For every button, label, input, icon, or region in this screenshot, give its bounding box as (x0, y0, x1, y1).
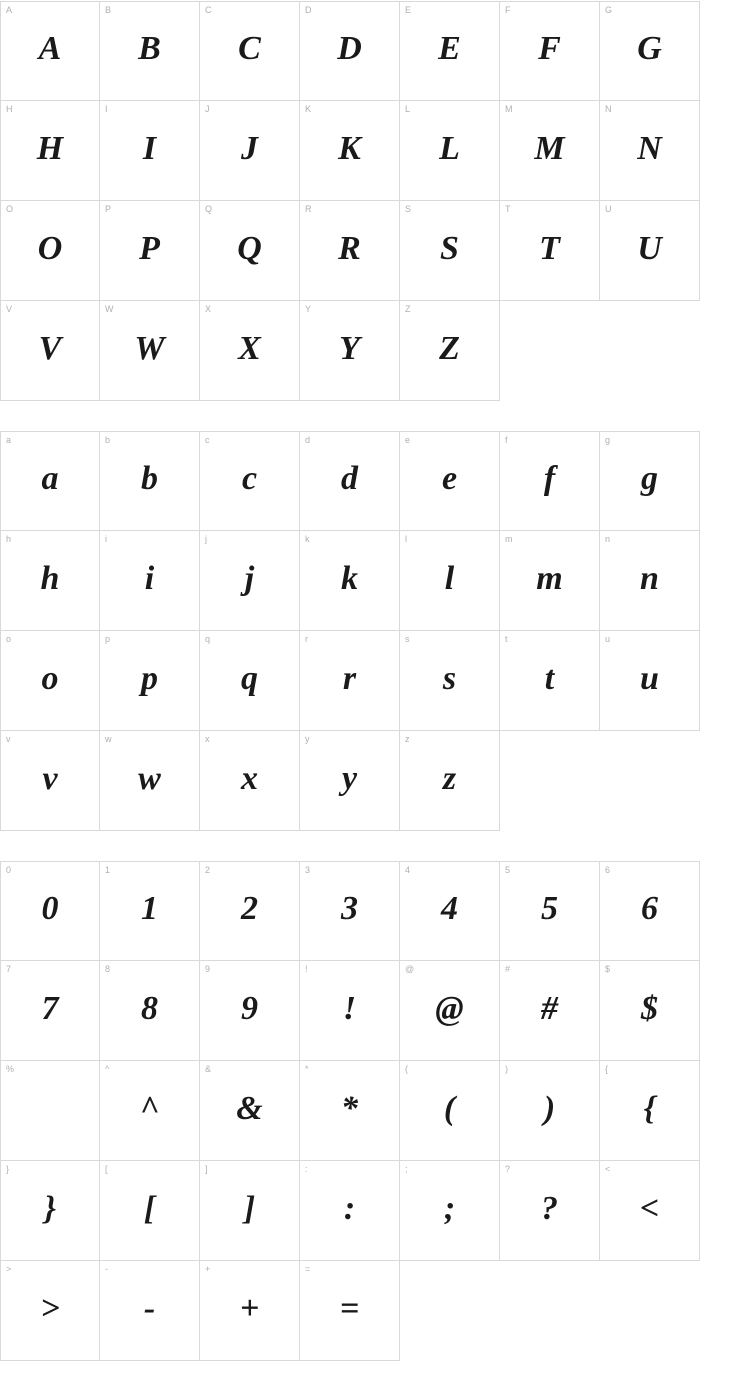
glyph-character: < (639, 1189, 660, 1227)
glyph-cell[interactable] (200, 201, 300, 301)
glyph-character: t (544, 659, 555, 697)
glyph-section-uppercase (0, 1, 740, 401)
glyph-code-label: Q (205, 204, 213, 214)
glyph-code-label: y (305, 734, 310, 744)
glyph-code-label: x (205, 734, 210, 744)
glyph-cell[interactable] (200, 101, 300, 201)
glyph-character: g (641, 460, 658, 497)
glyph-code-label: i (105, 534, 107, 544)
glyph-character: Z (439, 329, 460, 367)
glyph-character: 4 (441, 890, 458, 927)
glyph-code-label: t (505, 634, 508, 644)
glyph-cell[interactable] (200, 861, 300, 961)
glyph-code-label: < (605, 1164, 611, 1174)
glyph-code-label: 1 (105, 865, 111, 875)
glyph-code-label: N (605, 104, 612, 114)
glyph-code-label: = (305, 1264, 311, 1274)
glyph-character: R (338, 229, 361, 267)
glyph-character (1, 1061, 99, 1160)
glyph-cell[interactable] (100, 101, 200, 201)
glyph-cell[interactable] (300, 1261, 400, 1361)
glyph-cell[interactable] (100, 431, 200, 531)
glyph-character: U (637, 229, 662, 267)
glyph-cell[interactable] (500, 1161, 600, 1261)
glyph-code-label: r (305, 634, 308, 644)
glyph-character: 5 (541, 890, 558, 927)
glyph-character: & (236, 1089, 263, 1127)
glyph-character: p (141, 659, 158, 697)
glyph-cell[interactable] (400, 731, 500, 831)
glyph-cell[interactable] (600, 431, 700, 531)
glyph-cell[interactable] (200, 531, 300, 631)
glyph-character: G (637, 30, 662, 67)
glyph-character: c (241, 460, 258, 497)
glyph-grid (0, 861, 700, 1361)
glyph-character: * (341, 1089, 358, 1127)
glyph-code-label: S (405, 204, 412, 214)
glyph-character: H (36, 129, 64, 167)
glyph-code-label: Y (305, 304, 312, 314)
glyph-character: { (643, 1089, 656, 1127)
glyph-cell[interactable] (0, 201, 100, 301)
glyph-cell[interactable] (600, 1061, 700, 1161)
glyph-code-label: } (6, 1164, 10, 1174)
glyph-code-label: f (505, 435, 508, 445)
glyph-character: @ (435, 989, 464, 1027)
glyph-character: 1 (141, 890, 158, 927)
glyph-code-label: 3 (305, 865, 311, 875)
glyph-cell[interactable] (0, 431, 100, 531)
glyph-cell[interactable] (400, 1161, 500, 1261)
glyph-character: 8 (141, 989, 158, 1027)
glyph-character: J (241, 129, 258, 167)
glyph-code-label: + (205, 1264, 211, 1274)
glyph-character: F (538, 30, 561, 67)
glyph-character: ! (342, 989, 357, 1027)
glyph-character: h (40, 559, 60, 597)
glyph-code-label: z (405, 734, 410, 744)
glyph-code-label: * (305, 1064, 309, 1074)
glyph-cell[interactable] (100, 201, 200, 301)
glyph-code-label: H (6, 104, 13, 114)
glyph-character: 2 (241, 890, 258, 927)
glyph-character: i (144, 559, 155, 597)
glyph-code-label: l (405, 534, 407, 544)
glyph-code-label: 9 (205, 964, 211, 974)
glyph-code-label: $ (605, 964, 611, 974)
glyph-cell[interactable] (400, 861, 500, 961)
glyph-cell[interactable] (400, 631, 500, 731)
glyph-character: j (244, 559, 255, 597)
glyph-cell[interactable] (200, 1, 300, 101)
glyph-character: d (341, 460, 358, 497)
glyph-character: 7 (41, 989, 59, 1027)
glyph-character: ; (443, 1189, 456, 1227)
glyph-cell[interactable] (200, 301, 300, 401)
glyph-character: b (141, 460, 158, 497)
glyph-character: f (543, 460, 556, 497)
glyph-code-label: h (6, 534, 12, 544)
glyph-character: x (241, 759, 258, 797)
glyph-cell[interactable] (600, 201, 700, 301)
glyph-code-label: 6 (605, 865, 611, 875)
glyph-cell[interactable] (0, 961, 100, 1061)
glyph-character: ( (443, 1089, 456, 1127)
glyph-cell[interactable] (300, 1061, 400, 1161)
glyph-character: Y (339, 329, 360, 367)
glyph-code-label: : (305, 1164, 308, 1174)
glyph-cell[interactable] (100, 1261, 200, 1361)
glyph-cell[interactable] (500, 861, 600, 961)
glyph-code-label: e (405, 435, 411, 445)
glyph-code-label: ( (405, 1064, 408, 1074)
glyph-character: O (37, 229, 63, 267)
glyph-cell[interactable] (600, 101, 700, 201)
glyph-cell[interactable] (0, 631, 100, 731)
glyph-cell[interactable] (300, 631, 400, 731)
glyph-code-label: 8 (105, 964, 111, 974)
glyph-code-label: D (305, 5, 312, 15)
section-spacer (0, 831, 740, 861)
glyph-cell[interactable] (100, 961, 200, 1061)
glyph-cell[interactable] (300, 101, 400, 201)
section-spacer (0, 401, 740, 431)
glyph-cell[interactable] (100, 1, 200, 101)
glyph-code-label: O (6, 204, 14, 214)
glyph-cell[interactable] (300, 1, 400, 101)
glyph-character: N (637, 129, 662, 167)
glyph-code-label: M (505, 104, 513, 114)
glyph-character: ] (243, 1189, 256, 1227)
glyph-character: y (341, 759, 358, 797)
glyph-character: > (40, 1289, 60, 1327)
glyph-cell[interactable] (500, 531, 600, 631)
glyph-cell[interactable] (300, 531, 400, 631)
glyph-code-label: A (6, 5, 13, 15)
glyph-character: # (541, 989, 558, 1027)
glyph-code-label: w (105, 734, 112, 744)
glyph-character: ? (541, 1189, 558, 1227)
glyph-character: } (44, 1189, 56, 1227)
glyph-cell[interactable] (0, 101, 100, 201)
glyph-cell[interactable] (400, 101, 500, 201)
glyph-code-label: B (105, 5, 112, 15)
glyph-cell[interactable] (600, 1161, 700, 1261)
glyph-cell[interactable] (400, 301, 500, 401)
glyph-code-label: K (305, 104, 312, 114)
glyph-code-label: o (6, 634, 12, 644)
glyph-cell[interactable] (600, 861, 700, 961)
glyph-code-label: R (305, 204, 312, 214)
glyph-cell[interactable] (200, 961, 300, 1061)
glyph-code-label: ^ (105, 1064, 110, 1074)
glyph-cell[interactable] (300, 961, 400, 1061)
glyph-code-label: 2 (205, 865, 211, 875)
glyph-code-label: 4 (405, 865, 411, 875)
glyph-code-label: d (305, 435, 311, 445)
glyph-character: S (440, 229, 459, 267)
glyph-code-label: a (6, 435, 12, 445)
glyph-cell[interactable] (200, 1261, 300, 1361)
glyph-character: C (238, 30, 261, 67)
glyph-cell[interactable] (400, 431, 500, 531)
glyph-code-label: P (105, 204, 112, 214)
glyph-character: E (438, 30, 461, 67)
glyph-code-label: > (6, 1264, 12, 1274)
glyph-cell[interactable] (200, 431, 300, 531)
glyph-code-label: I (105, 104, 108, 114)
glyph-code-label: F (505, 5, 511, 15)
glyph-cell[interactable] (0, 1, 100, 101)
glyph-code-label: T (505, 204, 511, 214)
glyph-character: 9 (241, 989, 258, 1027)
glyph-character: o (41, 659, 59, 697)
glyph-cell[interactable] (500, 101, 600, 201)
glyph-character: 6 (641, 890, 658, 927)
glyph-cell[interactable] (200, 1061, 300, 1161)
glyph-code-label: p (105, 634, 111, 644)
glyph-code-label: q (205, 634, 211, 644)
glyph-cell[interactable] (300, 201, 400, 301)
glyph-cell[interactable] (400, 961, 500, 1061)
glyph-character: X (238, 329, 261, 367)
glyph-code-label: C (205, 5, 212, 15)
glyph-code-label: k (305, 534, 310, 544)
glyph-code-label: G (605, 5, 613, 15)
glyph-cell[interactable] (500, 1061, 600, 1161)
glyph-grid (0, 431, 700, 831)
glyph-cell[interactable] (300, 861, 400, 961)
glyph-cell[interactable] (600, 631, 700, 731)
glyph-code-label: b (105, 435, 111, 445)
glyph-code-label: 5 (505, 865, 511, 875)
glyph-code-label: ] (205, 1164, 208, 1174)
glyph-character: B (138, 30, 161, 67)
glyph-code-label: ? (505, 1164, 511, 1174)
glyph-cell[interactable] (500, 1, 600, 101)
glyph-cell[interactable] (100, 861, 200, 961)
glyph-code-label: 0 (6, 865, 12, 875)
glyph-character: + (239, 1289, 260, 1327)
glyph-character: s (442, 659, 457, 697)
glyph-code-label: - (105, 1264, 108, 1274)
glyph-code-label: { (605, 1064, 609, 1074)
glyph-character: z (442, 759, 457, 797)
glyph-character: = (339, 1289, 360, 1327)
glyph-character: u (640, 659, 659, 697)
glyph-character: n (640, 559, 659, 597)
glyph-character: q (241, 659, 258, 697)
glyph-code-label: u (605, 634, 611, 644)
glyph-cell[interactable] (200, 631, 300, 731)
glyph-cell[interactable] (600, 961, 700, 1061)
glyph-character: M (534, 129, 565, 167)
glyph-character: k (341, 559, 358, 597)
glyph-character: 3 (341, 890, 358, 927)
glyph-code-label: # (505, 964, 511, 974)
glyph-cell[interactable] (0, 731, 100, 831)
glyph-character: 0 (41, 890, 59, 927)
glyph-code-label: @ (405, 964, 415, 974)
glyph-cell[interactable] (300, 431, 400, 531)
glyph-code-label: ) (505, 1064, 508, 1074)
glyph-section-digits-and-symbols (0, 861, 740, 1361)
glyph-cell[interactable] (100, 531, 200, 631)
glyph-code-label: j (205, 534, 207, 544)
glyph-cell[interactable] (300, 1161, 400, 1261)
glyph-grid (0, 1, 700, 401)
glyph-character: ) (543, 1089, 556, 1127)
glyph-character: A (38, 30, 62, 67)
glyph-cell[interactable] (300, 301, 400, 401)
glyph-character: ^ (139, 1089, 160, 1127)
glyph-cell[interactable] (100, 731, 200, 831)
glyph-character: e (441, 460, 458, 497)
glyph-character: T (539, 229, 560, 267)
glyph-cell[interactable] (400, 201, 500, 301)
glyph-cell[interactable] (600, 1, 700, 101)
glyph-cell[interactable] (400, 1061, 500, 1161)
glyph-cell[interactable] (400, 1, 500, 101)
glyph-cell[interactable] (200, 731, 300, 831)
glyph-section-lowercase (0, 431, 740, 831)
glyph-character: K (338, 129, 361, 167)
glyph-cell[interactable] (500, 431, 600, 531)
glyph-character: l (444, 559, 455, 597)
glyph-character: a (41, 460, 59, 497)
glyph-character: P (139, 229, 160, 267)
glyph-cell[interactable] (200, 1161, 300, 1261)
glyph-cell[interactable] (0, 861, 100, 961)
glyph-character: w (138, 759, 161, 797)
glyph-character: V (38, 329, 62, 367)
glyph-code-label: E (405, 5, 412, 15)
glyph-cell[interactable] (300, 731, 400, 831)
glyph-character: D (337, 30, 362, 67)
glyph-cell[interactable] (500, 201, 600, 301)
glyph-code-label: V (6, 304, 13, 314)
glyph-cell[interactable] (0, 301, 100, 401)
glyph-cell[interactable] (0, 531, 100, 631)
glyph-cell[interactable] (100, 631, 200, 731)
glyph-code-label: 7 (6, 964, 12, 974)
glyph-cell[interactable] (100, 1061, 200, 1161)
glyph-character: - (143, 1289, 156, 1327)
glyph-code-label: [ (105, 1164, 108, 1174)
glyph-code-label: m (505, 534, 513, 544)
glyph-cell[interactable] (0, 1261, 100, 1361)
glyph-code-label: n (605, 534, 611, 544)
glyph-character: r (342, 659, 357, 697)
glyph-cell[interactable] (400, 531, 500, 631)
glyph-sections (0, 1, 740, 1361)
glyph-cell[interactable] (0, 1061, 100, 1161)
glyph-code-label: v (6, 734, 11, 744)
glyph-code-label: J (205, 104, 210, 114)
glyph-code-label: c (205, 435, 210, 445)
glyph-code-label: X (205, 304, 212, 314)
glyph-character: v (42, 759, 58, 797)
glyph-code-label: L (405, 104, 411, 114)
glyph-character: m (536, 559, 563, 597)
glyph-character: : (343, 1189, 356, 1227)
glyph-code-label: g (605, 435, 611, 445)
glyph-cell[interactable] (100, 301, 200, 401)
glyph-cell[interactable] (100, 1161, 200, 1261)
glyph-code-label: U (605, 204, 612, 214)
glyph-character: W (134, 329, 165, 367)
glyph-code-label: ! (305, 964, 308, 974)
glyph-code-label: % (6, 1064, 15, 1074)
glyph-cell[interactable] (0, 1161, 100, 1261)
glyph-cell[interactable] (500, 631, 600, 731)
glyph-character: $ (641, 989, 658, 1027)
glyph-character: [ (143, 1189, 156, 1227)
glyph-cell[interactable] (500, 961, 600, 1061)
glyph-code-label: W (105, 304, 114, 314)
glyph-code-label: s (405, 634, 410, 644)
glyph-code-label: Z (405, 304, 411, 314)
glyph-code-label: & (205, 1064, 212, 1074)
glyph-character: I (142, 129, 157, 167)
glyph-character: L (439, 129, 460, 167)
glyph-cell[interactable] (600, 531, 700, 631)
glyph-code-label: ; (405, 1164, 408, 1174)
glyph-character: Q (237, 229, 262, 267)
